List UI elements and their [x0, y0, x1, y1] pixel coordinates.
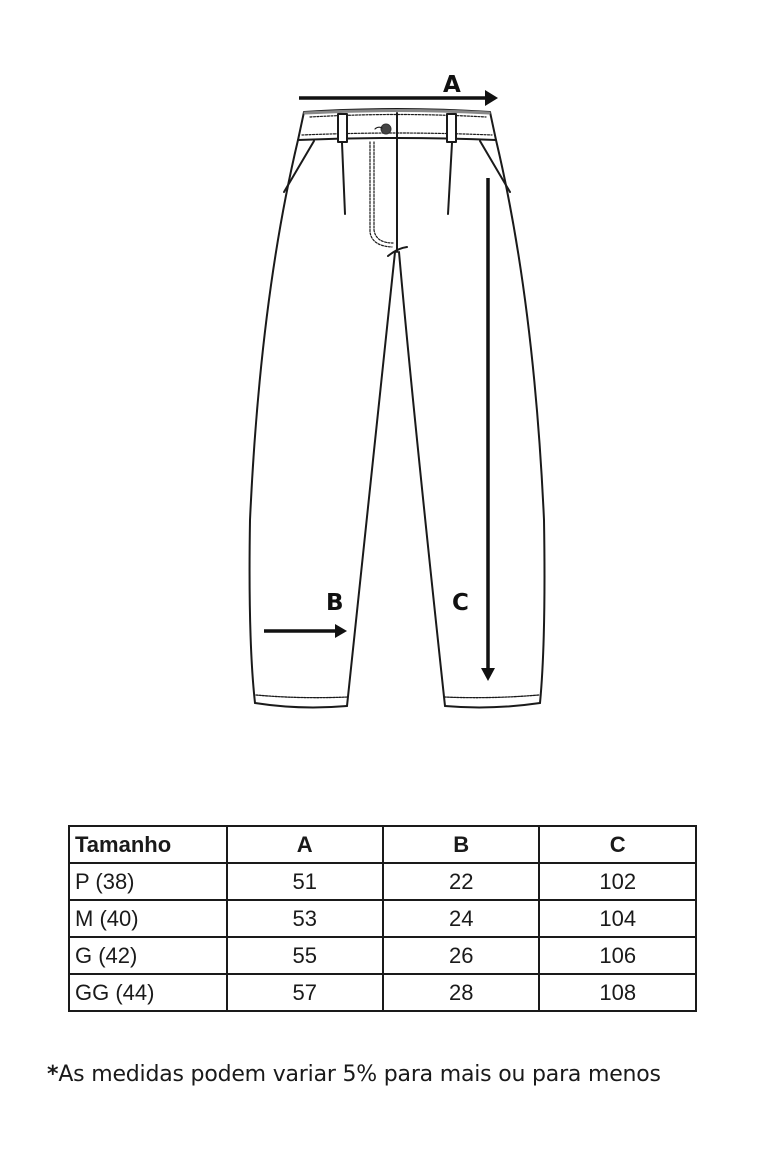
header-a: A: [227, 826, 383, 863]
label-b: B: [326, 590, 344, 616]
cell-a: 53: [227, 900, 383, 937]
cell-a: 55: [227, 937, 383, 974]
cell-b: 22: [383, 863, 539, 900]
belt-loop-right: [447, 114, 456, 142]
right-inseam: [399, 252, 445, 706]
table-row: [69, 900, 696, 937]
table-row: [69, 937, 696, 974]
arrow-b-icon: [264, 624, 347, 638]
cell-b: 26: [383, 937, 539, 974]
cell-a: 57: [227, 974, 383, 1011]
belt-loop-left: [338, 114, 347, 142]
size-chart-table: [68, 825, 697, 1012]
cell-c: 108: [539, 974, 696, 1011]
asterisk: *: [47, 1062, 59, 1087]
cell-c: 102: [539, 863, 696, 900]
cell-b: 28: [383, 974, 539, 1011]
cell-size: M (40): [69, 900, 227, 937]
left-inseam: [347, 252, 395, 706]
table-header-row: [69, 826, 696, 863]
cell-size: GG (44): [69, 974, 227, 1011]
table-row: [69, 863, 696, 900]
label-c: C: [452, 590, 469, 616]
arrow-a-icon: [299, 90, 498, 106]
disclaimer-text: As medidas podem variar 5% para mais ou para menos: [58, 1062, 661, 1087]
label-a: A: [443, 72, 461, 98]
header-c: C: [539, 826, 696, 863]
arrow-c-icon: [481, 178, 495, 681]
cell-size: P (38): [69, 863, 227, 900]
cell-b: 24: [383, 900, 539, 937]
table-row: [69, 974, 696, 1011]
cell-size: G (42): [69, 937, 227, 974]
header-size: Tamanho: [69, 826, 227, 863]
header-b: B: [383, 826, 539, 863]
measurement-disclaimer: [47, 1062, 747, 1087]
button-icon: [381, 124, 391, 134]
cell-c: 106: [539, 937, 696, 974]
cell-c: 104: [539, 900, 696, 937]
left-leg-outline: [250, 140, 298, 703]
cell-a: 51: [227, 863, 383, 900]
right-leg-outline: [496, 140, 545, 703]
